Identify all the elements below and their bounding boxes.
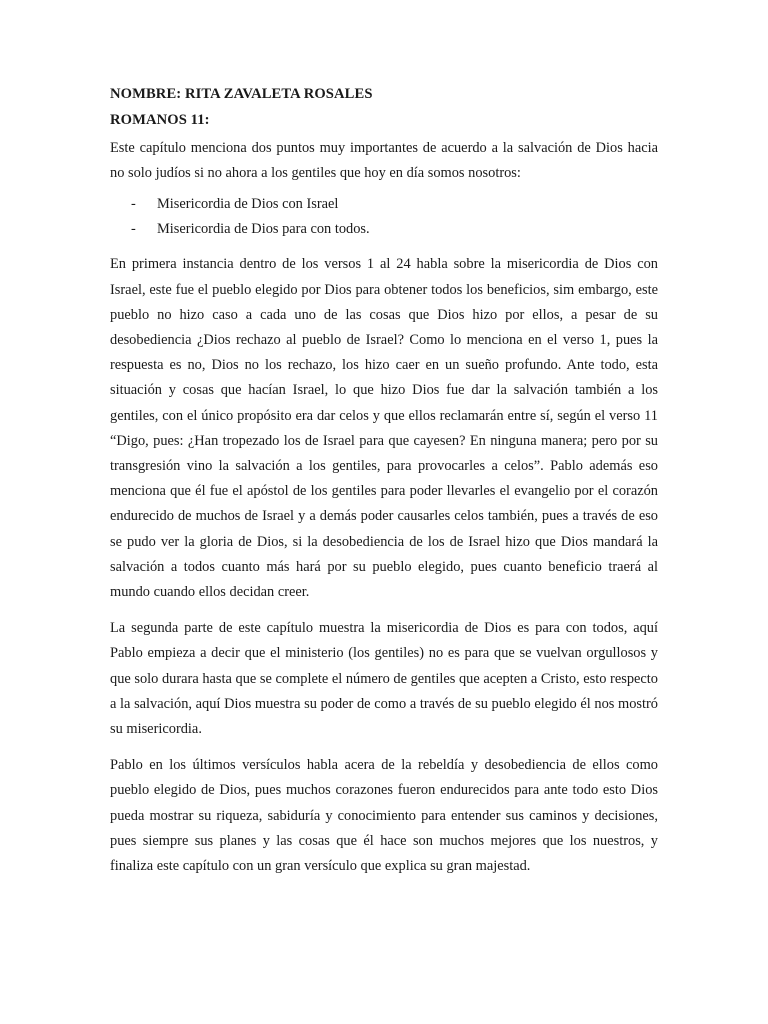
body-paragraph-1: En primera instancia dentro de los versos 1 al 24 habla sobre la misericordia de Dios con Israel, este fue el pueblo elegido por Dios para obtener todos los beneficios, sim embargo, este pueblo no hizo caso a cada uno de las cosas que Dios hizo por ellos, a pesar de su desobediencia ¿Dios rechazo al pueblo de Israel? Como lo menciona en el verso 1, pues la respuesta es no, Dios no los rechazo, los hizo caer en un sueño profundo. Ante todo, esta situación y cosas que hacían Israel, lo que hizo Dios fue dar la salvación también a los gentiles, con el único propósito era dar celos y que ellos reclamarán entre sí, según el verso 11 “Digo, pues: ¿Han tropezado los de Israel para que cayesen? En ninguna manera; pero por su transgresión vino la salvación a los gentiles, para provocarles a celos”. Pablo además eso menciona que él fue el apóstol de los gentiles para poder llevarles el evangelio por el corazón endurecido de muchos de Israel y a demás poder causarles celos también, pues a través de eso se pudo ver la gloria de Dios, si la desobediencia de los de Israel hizo que Dios mandará la salvación a todos cuanto más hará por su pueblo elegido, pues cuanto beneficio traerá al mundo cuando ellos decidan creer. [110, 256, 658, 601]
points-list [110, 192, 658, 242]
list-bullet-marker: - [131, 221, 136, 238]
list-item [110, 217, 658, 242]
body-paragraph-3: Pablo en los últimos versículos habla acera de la rebeldía y desobediencia de ellos como pueblo elegido de Dios, pues muchos corazones fueron endurecidos para ante todo esto Dios pueda mostrar su riqueza, sabiduría y conocimiento para entender sus caminos y decisiones, pues siempre sus planes y las cosas que él hace son muchos mejores que los nuestros, y finaliza este capítulo con un gran versículo que explica su gran majestad. [110, 757, 658, 875]
body-paragraph-2: La segunda parte de este capítulo muestra la misericordia de Dios es para con todos, aquí Pablo empieza a decir que el ministerio (los gentiles) no es para que se vuelvan orgullosos y que solo durara hasta que se complete el número de gentiles que acepten a Cristo, esto respecto a la salvación, aquí Dios muestra su poder de como a través de su pueblo elegido él nos mostró su misericordia. [110, 620, 658, 738]
list-item-text: Misericordia de Dios para con todos. [157, 221, 370, 238]
list-item-text: Misericordia de Dios con Israel [157, 196, 339, 213]
author-name-heading: NOMBRE: RITA ZAVALETA ROSALES [110, 86, 373, 102]
chapter-title: ROMANOS 11: [110, 112, 210, 128]
list-bullet-marker: - [131, 196, 136, 213]
list-item [110, 192, 658, 217]
document-page [110, 84, 658, 890]
intro-paragraph: Este capítulo menciona dos puntos muy importantes de acuerdo a la salvación de Dios hacia no solo judíos si no ahora a los gentiles que hoy en día somos nosotros: [110, 140, 658, 182]
